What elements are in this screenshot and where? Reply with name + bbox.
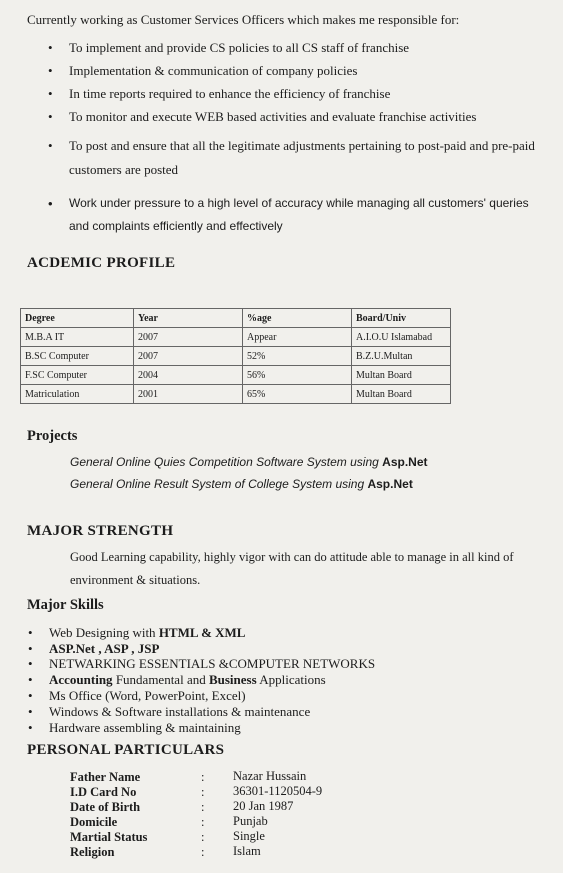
strength-text-line: Good Learning capability, highly vigor with can do attitude able to manage in all kind of xyxy=(70,550,514,564)
personal-label: Martial Status xyxy=(70,830,148,844)
table-row xyxy=(21,366,451,385)
personal-label: Father Name xyxy=(70,770,141,784)
column-header: Board/Univ xyxy=(352,309,451,328)
personal-label: I.D Card No xyxy=(70,785,137,799)
list-item: • To post and ensure that all the legitimate adjustments pertaining to post-paid and pre-paid xyxy=(48,138,535,153)
project-item: General Online Quies Competition Software System using Asp.Net xyxy=(70,455,428,469)
academic-heading: ACDEMIC PROFILE xyxy=(27,255,176,271)
column-header: Year xyxy=(134,309,243,328)
personal-label: Religion xyxy=(70,845,115,859)
table-cell: 2001 xyxy=(134,385,243,404)
table-row xyxy=(21,347,451,366)
projects-heading: Projects xyxy=(27,428,78,444)
list-item: • Accounting Fundamental and Business Applications xyxy=(28,672,326,687)
list-item: • Implementation & communication of company policies xyxy=(48,63,358,78)
list-item: • To implement and provide CS policies to all CS staff of franchise xyxy=(48,40,410,55)
list-item: • Windows & Software installations & maintenance xyxy=(28,704,311,719)
personal-value: 20 Jan 1987 xyxy=(233,799,294,813)
personal-colon: : xyxy=(201,800,205,814)
personal-value: Single xyxy=(233,829,265,843)
personal-colon: : xyxy=(201,815,205,829)
list-item-continued: and complaints efficiently and effectively xyxy=(69,219,283,233)
list-item: • ASP.Net , ASP , JSP xyxy=(28,641,160,656)
personal-label: Domicile xyxy=(70,815,118,829)
column-header: %age xyxy=(243,309,352,328)
table-cell: B.Z.U.Multan xyxy=(352,347,451,366)
project-item: General Online Result System of College System using Asp.Net xyxy=(70,477,413,491)
table-cell: 2007 xyxy=(134,347,243,366)
table-header-row xyxy=(21,309,451,328)
personal-value: Nazar Hussain xyxy=(233,769,307,783)
personal-colon: : xyxy=(201,845,205,859)
table-cell: F.SC Computer xyxy=(21,366,134,385)
personal-colon: : xyxy=(201,770,205,784)
column-header: Degree xyxy=(21,309,134,328)
table-cell: Multan Board xyxy=(352,366,451,385)
table-cell: 56% xyxy=(243,366,352,385)
table-cell: 2004 xyxy=(134,366,243,385)
strength-text-line: environment & situations. xyxy=(70,573,201,587)
personal-colon: : xyxy=(201,830,205,844)
table-cell: 65% xyxy=(243,385,352,404)
personal-value: Punjab xyxy=(233,814,268,828)
table-row xyxy=(21,328,451,347)
table-row xyxy=(21,385,451,404)
list-item: • Ms Office (Word, PowerPoint, Excel) xyxy=(28,688,246,703)
table-cell: Multan Board xyxy=(352,385,451,404)
table-cell: A.I.O.U Islamabad xyxy=(352,328,451,347)
list-item: • To monitor and execute WEB based activities and evaluate franchise activities xyxy=(48,109,477,124)
table-cell: Matriculation xyxy=(21,385,134,404)
table-cell: Appear xyxy=(243,328,352,347)
list-item: • Work under pressure to a high level of accuracy while managing all customers' queries xyxy=(48,196,529,211)
list-item: • NETWARKING ESSENTIALS &COMPUTER NETWORKS xyxy=(28,656,376,671)
personal-heading: PERSONAL PARTICULARS xyxy=(27,742,225,758)
personal-value: Islam xyxy=(233,844,261,858)
table-cell: 2007 xyxy=(134,328,243,347)
table-cell: M.B.A IT xyxy=(21,328,134,347)
personal-value: 36301-1120504-9 xyxy=(233,784,323,798)
intro-text: Currently working as Customer Services Officers which makes me responsible for: xyxy=(27,12,460,27)
list-item: • Hardware assembling & maintaining xyxy=(28,720,241,735)
personal-colon: : xyxy=(201,785,205,799)
list-item: • In time reports required to enhance the efficiency of franchise xyxy=(48,86,391,101)
personal-label: Date of Birth xyxy=(70,800,141,814)
table-cell: B.SC Computer xyxy=(21,347,134,366)
table-cell: 52% xyxy=(243,347,352,366)
list-item-continued: customers are posted xyxy=(69,162,179,177)
list-item: • Web Designing with HTML & XML xyxy=(28,625,246,640)
skills-heading: Major Skills xyxy=(27,597,104,613)
academic-table xyxy=(20,308,451,404)
strength-heading: MAJOR STRENGTH xyxy=(27,523,174,539)
